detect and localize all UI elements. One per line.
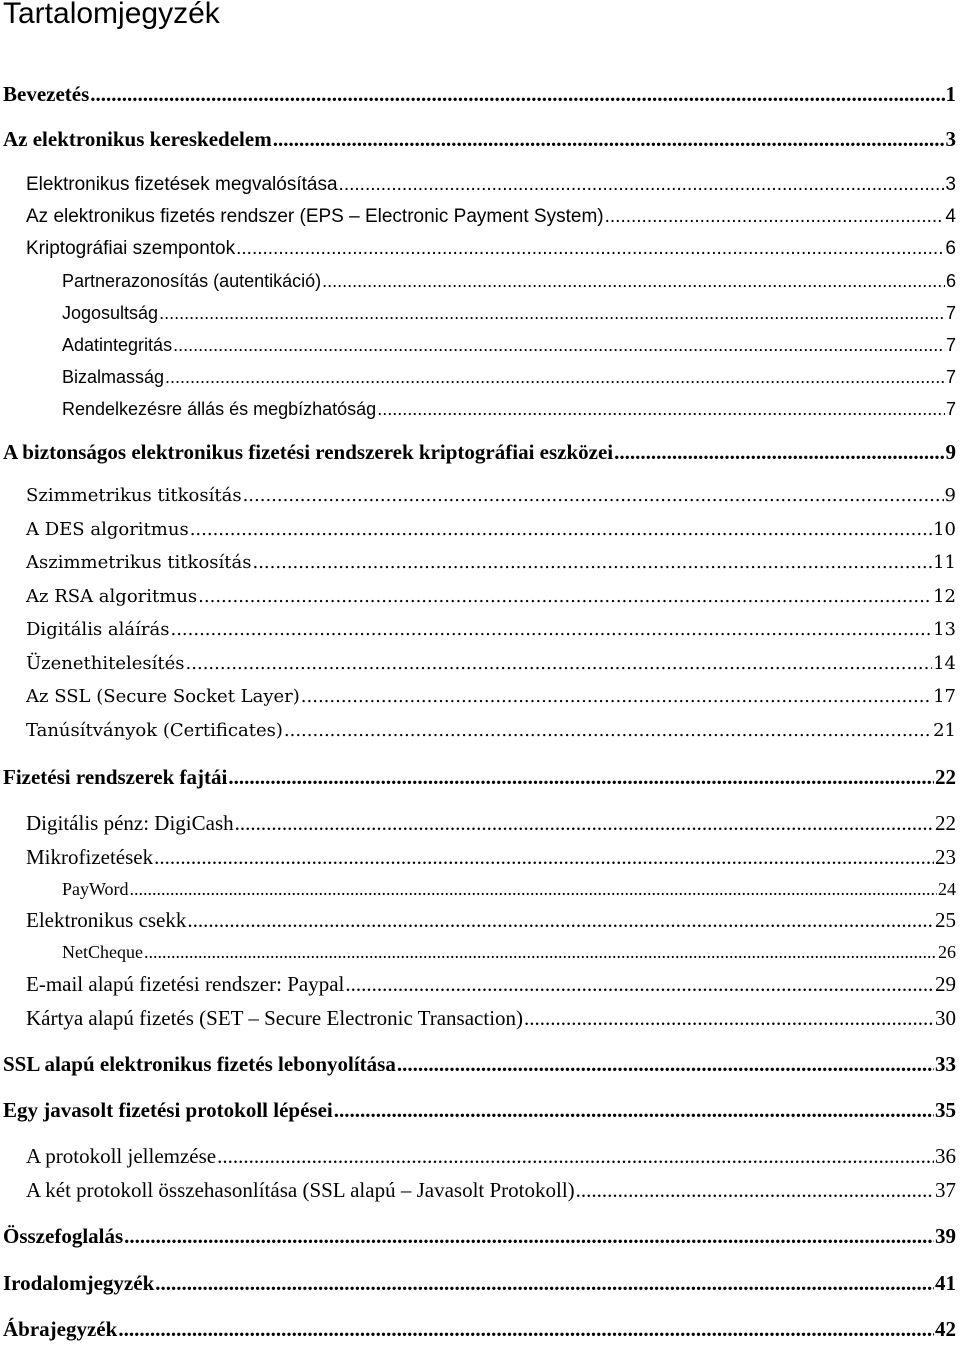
toc-entry-page: 9 <box>945 440 956 464</box>
toc-entry[interactable] <box>26 716 956 746</box>
toc-entry-page: 29 <box>935 972 956 996</box>
toc-entry-label: Digitális aláírás <box>26 619 170 640</box>
toc-entry[interactable] <box>62 362 956 392</box>
toc-entry[interactable] <box>26 682 956 712</box>
toc-entry[interactable] <box>26 234 956 264</box>
dot-leader <box>198 582 932 612</box>
toc-entry-page: 7 <box>945 399 956 419</box>
dot-leader <box>165 362 945 392</box>
toc-entry[interactable] <box>3 1049 956 1079</box>
dot-leader <box>236 234 944 264</box>
dot-leader <box>235 808 934 838</box>
toc-entry[interactable] <box>3 1095 956 1125</box>
toc-entry-page: 37 <box>935 1178 956 1202</box>
toc-entry-label: Digitális pénz: DigiCash <box>26 811 234 835</box>
toc-entry[interactable] <box>3 1268 956 1298</box>
toc-entry-page: 35 <box>935 1098 956 1122</box>
toc-entry-label: Aszimmetrikus titkosítás <box>26 552 252 573</box>
toc-entry-page: 7 <box>945 367 956 387</box>
toc-entry-label: Irodalomjegyzék <box>3 1271 155 1295</box>
toc-entry-label: Fizetési rendszerek fajtái <box>3 765 228 789</box>
toc-entry-label: Tanúsítványok (Certificates) <box>26 720 283 741</box>
dot-leader <box>345 969 934 999</box>
toc-entry-label: Mikrofizetések <box>26 845 154 869</box>
toc-entry-label: A két protokoll összehasonlítása (SSL alapú – Javasolt Protokoll) <box>26 1178 575 1202</box>
toc-entry[interactable] <box>3 1314 956 1344</box>
dot-leader <box>228 762 934 792</box>
toc-entry-page: 3 <box>945 174 956 195</box>
dot-leader <box>90 79 944 109</box>
dot-leader <box>377 394 945 424</box>
dot-leader <box>217 1141 934 1171</box>
toc-entry-page: 22 <box>935 765 956 789</box>
dot-leader <box>187 905 934 935</box>
dot-leader <box>173 330 945 360</box>
toc-entry[interactable] <box>62 937 956 967</box>
page-title: Tartalomjegyzék <box>3 0 220 30</box>
toc-entry-label: Partnerazonosítás (autentikáció) <box>62 271 322 291</box>
toc-entry-label: A protokoll jellemzése <box>26 1144 217 1168</box>
dot-leader <box>155 1268 934 1298</box>
toc-entry[interactable] <box>26 170 956 200</box>
toc-entry-label: Bizalmasság <box>62 367 165 387</box>
toc-entry[interactable] <box>62 874 956 904</box>
toc-entry-page: 14 <box>933 653 956 674</box>
toc-entry-page: 36 <box>935 1144 956 1168</box>
dot-leader <box>159 298 945 328</box>
toc-entry-label: A DES algoritmus <box>26 519 189 540</box>
toc-entry-label: Jogosultság <box>62 303 159 323</box>
toc-entry-label: Kártya alapú fizetés (SET – Secure Electronic Transaction) <box>26 1006 524 1030</box>
toc-entry-label: NetCheque <box>62 942 143 962</box>
toc-entry-page: 7 <box>945 335 956 355</box>
dot-leader <box>144 937 937 967</box>
toc-entry[interactable] <box>26 1141 956 1171</box>
toc-entry[interactable] <box>26 615 956 645</box>
toc-entry-label: Elektronikus csekk <box>26 908 187 932</box>
toc-entry[interactable] <box>3 1221 956 1251</box>
dot-leader <box>284 716 932 746</box>
toc-entry[interactable] <box>26 481 956 511</box>
toc-entry-page: 39 <box>935 1224 956 1248</box>
dot-leader <box>301 682 932 712</box>
toc-entry-label: Adatintegritás <box>62 335 173 355</box>
toc-entry-label: E-mail alapú fizetési rendszer: Paypal <box>26 972 345 996</box>
toc-entry-label: Ábrajegyzék <box>3 1317 118 1341</box>
dot-leader <box>170 615 932 645</box>
toc-entry-page: 17 <box>933 686 956 707</box>
toc-entry-page: 30 <box>935 1006 956 1030</box>
toc-entry-page: 33 <box>935 1052 956 1076</box>
toc-entry[interactable] <box>26 202 956 232</box>
toc-entry-page: 13 <box>933 619 956 640</box>
dot-leader <box>252 548 932 578</box>
toc-entry[interactable] <box>26 1175 956 1205</box>
dot-leader <box>339 170 945 200</box>
dot-leader <box>614 437 944 467</box>
toc-entry-page: 24 <box>938 879 956 899</box>
toc-entry-label: PayWord <box>62 879 129 899</box>
dot-leader <box>605 202 945 232</box>
toc-entry-label: Az elektronikus kereskedelem <box>3 127 272 151</box>
dot-leader <box>154 842 934 872</box>
toc-entry-page: 3 <box>945 127 956 151</box>
toc-entry[interactable] <box>26 1003 956 1033</box>
toc-entry-page: 9 <box>944 485 956 506</box>
toc-entry-page: 11 <box>933 552 956 573</box>
toc-entry[interactable] <box>26 969 956 999</box>
toc-entry[interactable] <box>62 330 956 360</box>
dot-leader <box>576 1175 934 1205</box>
dot-leader <box>322 266 945 296</box>
toc-entry-label: Üzenethitelesítés <box>26 653 185 674</box>
toc-entry[interactable] <box>62 298 956 328</box>
toc-entry-page: 1 <box>945 82 956 106</box>
toc-entry-label: Az elektronikus fizetés rendszer (EPS – Electronic Payment System) <box>26 206 604 227</box>
dot-leader <box>524 1003 934 1033</box>
toc-entry[interactable] <box>26 582 956 612</box>
toc-entry-page: 21 <box>933 720 956 741</box>
dot-leader <box>124 1221 934 1251</box>
toc-entry[interactable] <box>26 548 956 578</box>
dot-leader <box>397 1049 934 1079</box>
toc-entry-label: SSL alapú elektronikus fizetés lebonyolítása <box>3 1052 396 1076</box>
toc-entry[interactable] <box>62 266 956 296</box>
toc-entry-page: 10 <box>933 519 956 540</box>
dot-leader <box>334 1095 934 1125</box>
toc-entry[interactable] <box>3 79 956 109</box>
toc-entry-label: Az RSA algoritmus <box>26 586 198 607</box>
toc-entry[interactable] <box>3 437 956 467</box>
toc-entry[interactable] <box>26 905 956 935</box>
toc-entry-label: Szimmetrikus titkosítás <box>26 485 242 506</box>
toc-entry-label: A biztonságos elektronikus fizetési rendszerek kriptográfiai eszközei <box>3 440 614 464</box>
toc-entry[interactable] <box>62 394 956 424</box>
toc-entry[interactable] <box>26 842 956 872</box>
toc-entry-page: 26 <box>938 942 956 962</box>
toc-entry-page: 4 <box>945 206 956 227</box>
toc-entry-page: 6 <box>945 271 956 291</box>
dot-leader <box>186 649 933 679</box>
dot-leader <box>243 481 944 511</box>
toc-entry-page: 7 <box>945 303 956 323</box>
toc-entry-page: 41 <box>935 1271 956 1295</box>
toc-entry-page: 25 <box>935 908 956 932</box>
toc-entry-label: Egy javasolt fizetési protokoll lépései <box>3 1098 333 1122</box>
toc-entry-label: Kriptográfiai szempontok <box>26 238 236 259</box>
toc-entry-page: 22 <box>935 811 956 835</box>
toc-entry[interactable] <box>3 124 956 154</box>
toc-entry-page: 12 <box>933 586 956 607</box>
toc-entry-page: 42 <box>935 1317 956 1341</box>
toc-entry-label: Összefoglalás <box>3 1224 124 1248</box>
toc-entry-label: Elektronikus fizetések megvalósítása <box>26 174 338 195</box>
toc-entry[interactable] <box>26 649 956 679</box>
toc-entry-label: Az SSL (Secure Socket Layer) <box>26 686 300 707</box>
dot-leader <box>273 124 945 154</box>
dot-leader <box>130 874 937 904</box>
toc-entry[interactable] <box>26 515 956 545</box>
toc-entry-page: 23 <box>935 845 956 869</box>
dot-leader <box>118 1314 934 1344</box>
toc-entry-label: Bevezetés <box>3 82 90 106</box>
dot-leader <box>190 515 932 545</box>
toc-entry[interactable] <box>3 762 956 792</box>
toc-entry-page: 6 <box>945 238 956 259</box>
toc-entry[interactable] <box>26 808 956 838</box>
toc-entry-label: Rendelkezésre állás és megbízhatóság <box>62 399 377 419</box>
